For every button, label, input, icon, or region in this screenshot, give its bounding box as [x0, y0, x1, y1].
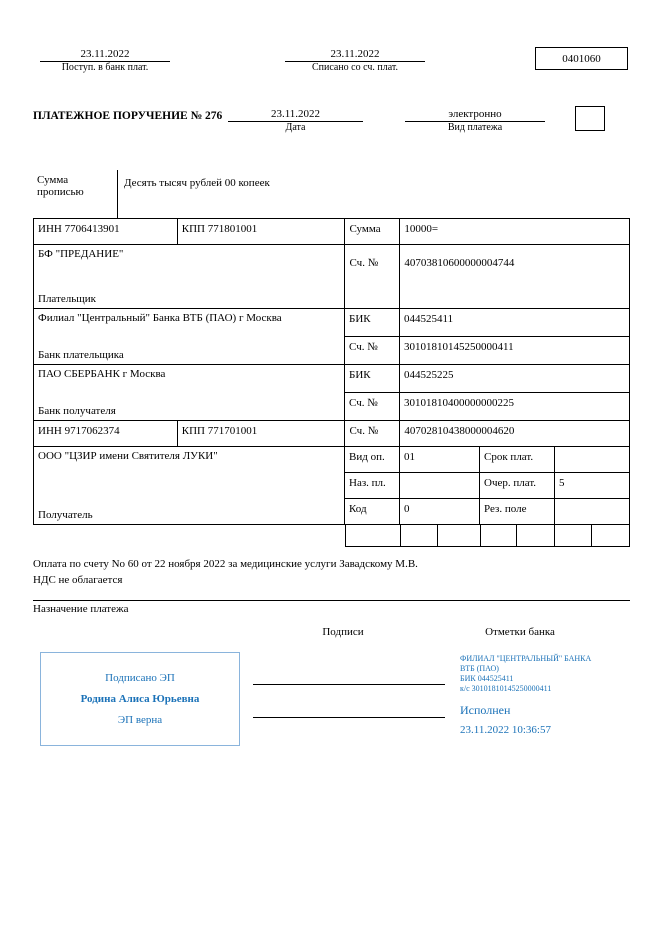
execution-status: Исполнен [460, 703, 511, 717]
doc-title: ПЛАТЕЖНОЕ ПОРУЧЕНИЕ № 276 [33, 110, 223, 122]
empty-field-cell [401, 525, 438, 547]
naz-pl-value [400, 473, 480, 499]
purpose-block [33, 556, 630, 588]
payee-bank-bik-label: БИК [345, 365, 400, 393]
amount-words-value: Десять тысяч рублей 00 копеек [124, 177, 270, 189]
payer-bank-requisites [345, 309, 630, 365]
doc-date-label: Дата [285, 122, 306, 133]
kod-value: 0 [400, 499, 480, 525]
empty-field-cell [555, 525, 592, 547]
empty-field-cell [438, 525, 481, 547]
received-block [40, 48, 170, 73]
signature-line-2 [253, 717, 445, 718]
ocher-plat-value: 5 [555, 473, 630, 499]
purpose-line1: Оплата по счету No 60 от 22 ноября 2022 за медицинские услуги Завадскому М.В. [33, 558, 418, 570]
payee-row [34, 447, 630, 525]
form-code-box [535, 47, 628, 70]
payer-account-label: Сч. № [345, 245, 400, 309]
otmetki-label: Отметки банка [485, 626, 555, 638]
payee-cell [34, 447, 345, 525]
payer-bank-account-label: Сч. № [345, 337, 400, 365]
podpisi-label: Подписи [322, 626, 364, 638]
received-label: Поступ. в банк плат. [61, 62, 149, 73]
payee-section-label: Получатель [38, 509, 93, 521]
payer-bank-row [34, 309, 630, 365]
bank-marks-stamp [460, 654, 635, 736]
empty-field-cell [346, 525, 401, 547]
empty-field-cell [481, 525, 518, 547]
payment-type: электронно [405, 108, 545, 122]
payer-row [34, 245, 630, 309]
payer-cell [34, 245, 345, 309]
debited-date: 23.11.2022 [285, 48, 425, 62]
bank-mark-name-2: ВТБ (ПАО) [460, 664, 499, 673]
payee-inn: ИНН 9717062374 [34, 421, 178, 447]
rez-pole-label: Рез. поле [480, 499, 555, 525]
payee-bank-bik: 044525225 [400, 365, 630, 393]
payee-bank-account-label: Сч. № [345, 393, 400, 421]
received-date: 23.11.2022 [40, 48, 170, 62]
payee-account: 40702810438000004620 [400, 421, 630, 447]
payee-account-label: Сч. № [345, 421, 400, 447]
payment-type-label: Вид платежа [447, 122, 503, 133]
debited-label: Списано со сч. плат. [311, 62, 399, 73]
amount-words-label: Сумма прописью [33, 170, 118, 218]
purpose-line2: НДС не облагается [33, 574, 123, 586]
bank-mark-name-1: ФИЛИАЛ "ЦЕНТРАЛЬНЫЙ" БАНКА [460, 654, 592, 663]
doc-date: 23.11.2022 [228, 108, 363, 122]
payee-kpp: КПП 771701001 [178, 421, 346, 447]
payment-table [33, 218, 630, 525]
status-field-box [575, 106, 605, 131]
execution-timestamp: 23.11.2022 10:36:57 [460, 724, 551, 736]
form-code: 0401060 [562, 52, 601, 65]
debited-block [285, 48, 425, 73]
rez-pole-value [555, 499, 630, 525]
ep-signer-name: Родина Алиса Юрьевна [80, 693, 200, 705]
payment-type-block [405, 108, 545, 133]
ep-valid-label: ЭП верна [117, 714, 163, 726]
operation-fields [345, 447, 630, 525]
bank-mark-corr-account: к/с 30101810145250000411 [460, 684, 552, 693]
ep-signature-stamp [40, 652, 240, 746]
payer-bank-bik: 044525411 [400, 309, 630, 337]
payer-kpp: КПП 771801001 [178, 219, 346, 245]
payee-bank-name: ПАО СБЕРБАНК г Москва [38, 368, 166, 380]
empty-field-cell [517, 525, 555, 547]
payer-inn-row [34, 219, 630, 245]
payee-inn-row [34, 421, 630, 447]
vid-op-value: 01 [400, 447, 480, 473]
signature-line-1 [253, 684, 445, 685]
bank-mark-bik: БИК 044525411 [460, 674, 514, 683]
srok-plat-value [555, 447, 630, 473]
amount-words-block [33, 170, 630, 218]
payee-bank-requisites [345, 365, 630, 421]
payee-bank-account: 30101810400000000225 [400, 393, 630, 421]
payer-inn: ИНН 7706413901 [34, 219, 178, 245]
vid-op-label: Вид оп. [345, 447, 400, 473]
payer-bank-account: 30101810145250000411 [400, 337, 630, 365]
payee-bank-cell [34, 365, 345, 421]
payee-bank-section-label: Банк получателя [38, 405, 116, 417]
payer-bank-cell [34, 309, 345, 365]
srok-plat-label: Срок плат. [480, 447, 555, 473]
payer-bank-name: Филиал "Центральный" Банка ВТБ (ПАО) г Москва [38, 312, 282, 324]
payer-section-label: Плательщик [38, 293, 96, 305]
purpose-section-label: Назначение платежа [33, 603, 129, 615]
sum-value: 10000= [400, 219, 630, 245]
extra-fields-row [345, 525, 630, 547]
ocher-plat-label: Очер. плат. [480, 473, 555, 499]
payer-bank-section-label: Банк плательщика [38, 349, 124, 361]
payee-bank-row [34, 365, 630, 421]
ep-signed-label: Подписано ЭП [105, 672, 175, 684]
payee-name: ООО "ЦЗИР имени Святителя ЛУКИ" [38, 450, 218, 462]
payer-bank-bik-label: БИК [345, 309, 400, 337]
naz-pl-label: Наз. пл. [345, 473, 400, 499]
payer-name: БФ "ПРЕДАНИЕ" [38, 248, 124, 260]
purpose-underline [33, 600, 630, 615]
doc-date-block [228, 108, 363, 133]
empty-field-cell [592, 525, 630, 547]
kod-label: Код [345, 499, 400, 525]
sum-label: Сумма [345, 219, 400, 245]
payer-account: 40703810600000004744 [400, 245, 630, 309]
